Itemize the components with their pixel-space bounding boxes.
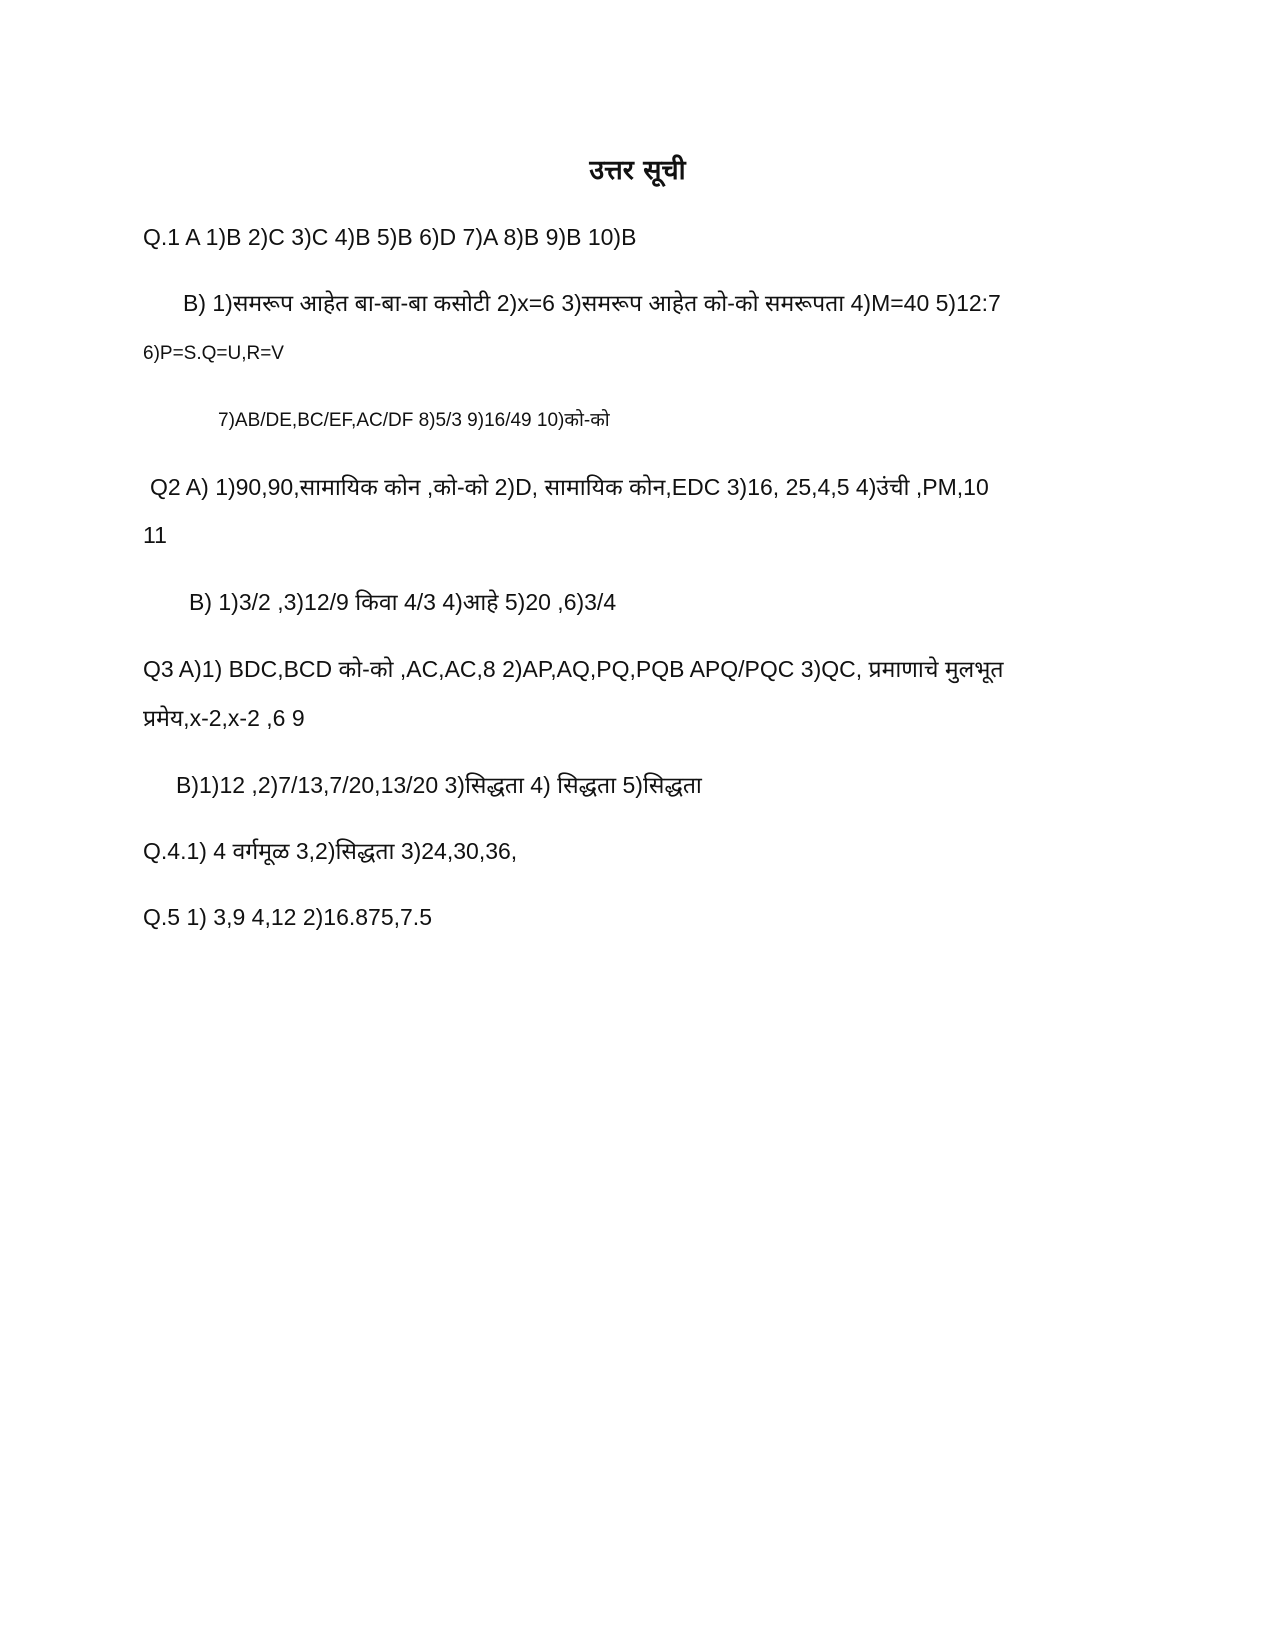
q3-b-answers: B)1)12 ,2)7/13,7/20,13/20 3)सिद्धता 4) सिद्धता 5)सिद्धता (176, 772, 702, 798)
q1-a-answers: Q.1 A 1)B 2)C 3)C 4)B 5)B 6)D 7)A 8)B 9)B 10)B (143, 224, 637, 250)
q4-answers: Q.4.1) 4 वर्गमूळ 3,2)सिद्धता 3)24,30,36, (143, 838, 518, 864)
q2-b-answers: B) 1)3/2 ,3)12/9 किवा 4/3 4)आहे 5)20 ,6)3/4 (189, 589, 617, 615)
q3-a-answers-line2: प्रमेय,x-2,x-2 ,6 9 (143, 705, 305, 731)
q3-a-answers-line1: Q3 A)1) BDC,BCD को-को ,AC,AC,8 2)AP,AQ,PQ,PQB APQ/PQC 3)QC, प्रमाणाचे मुलभूत (143, 656, 1004, 682)
q1-b-answers-line2: 6)P=S.Q=U,R=V (143, 343, 284, 364)
q1-b-answers-line1: B) 1)समरूप आहेत बा-बा-बा कसोटी 2)x=6 3)समरूप आहेत को-को समरूपता 4)M=40 5)12:7 (183, 290, 1001, 316)
q2-a-answers-line1: Q2 A) 1)90,90,सामायिक कोन ,को-को 2)D, सामायिक कोन,EDC 3)16, 25,4,5 4)उंची ,PM,10 (150, 474, 989, 500)
page-title: उत्तर सूची (589, 155, 686, 186)
q2-a-answers-line2: 11 (143, 522, 167, 548)
q5-answers: Q.5 1) 3,9 4,12 2)16.875,7.5 (143, 904, 432, 930)
q1-b-answers-line3: 7)AB/DE,BC/EF,AC/DF 8)5/3 9)16/49 10)को-को (218, 410, 610, 431)
